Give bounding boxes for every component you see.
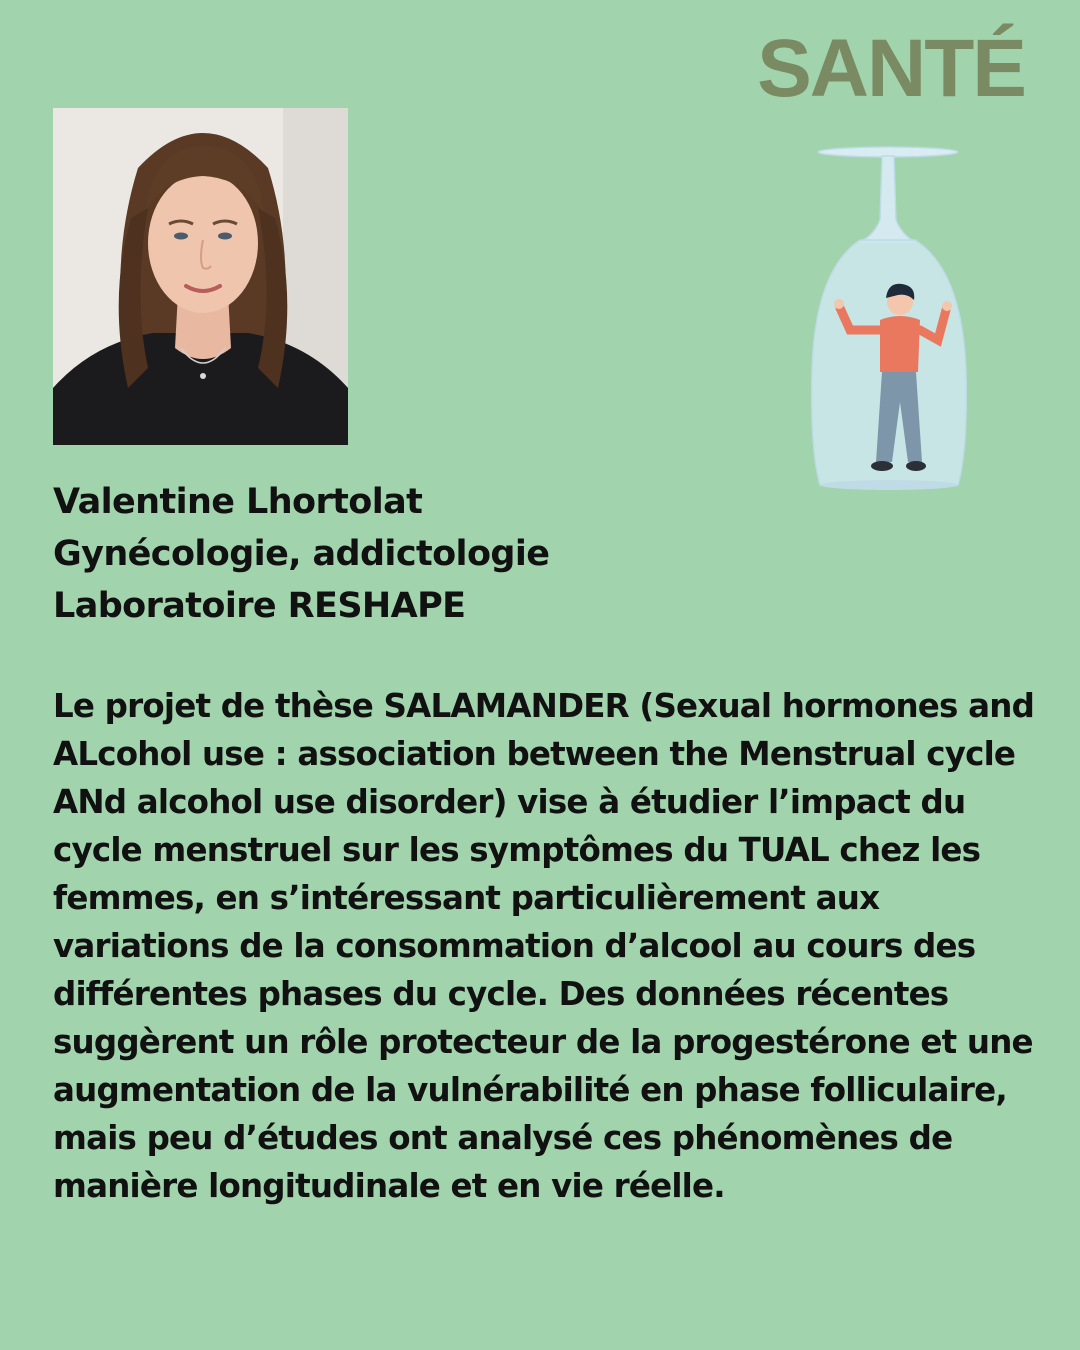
researcher-name: Valentine Lhortolat <box>53 482 423 522</box>
laboratory-name: Laboratoire RESHAPE <box>53 586 466 626</box>
person-in-glass-illustration <box>810 140 970 500</box>
researcher-profile <box>53 476 1033 632</box>
category-title: SANTÉ <box>757 23 1025 114</box>
research-field: Gynécologie, addictologie <box>53 534 550 574</box>
portrait-photo <box>53 108 348 445</box>
project-description: Le projet de thèse SALAMANDER (Sexual hormones and ALcohol use : association between the Menstrual cycle ANd alcohol use disorder) vise à étudier l’impact du cycle menstruel sur les symptômes du TUAL chez les femmes, en s’intéressant particulièrement aux variations de la consommation d’alcool au cours des différentes phases du cycle. Des données récentes suggèrent un rôle protecteur de la progestérone et une augmentation de la vulnérabilité en phase folliculaire, mais peu d’études ont analysé ces phénomènes de manière longitudinale et en vie réelle. <box>53 687 1035 1205</box>
